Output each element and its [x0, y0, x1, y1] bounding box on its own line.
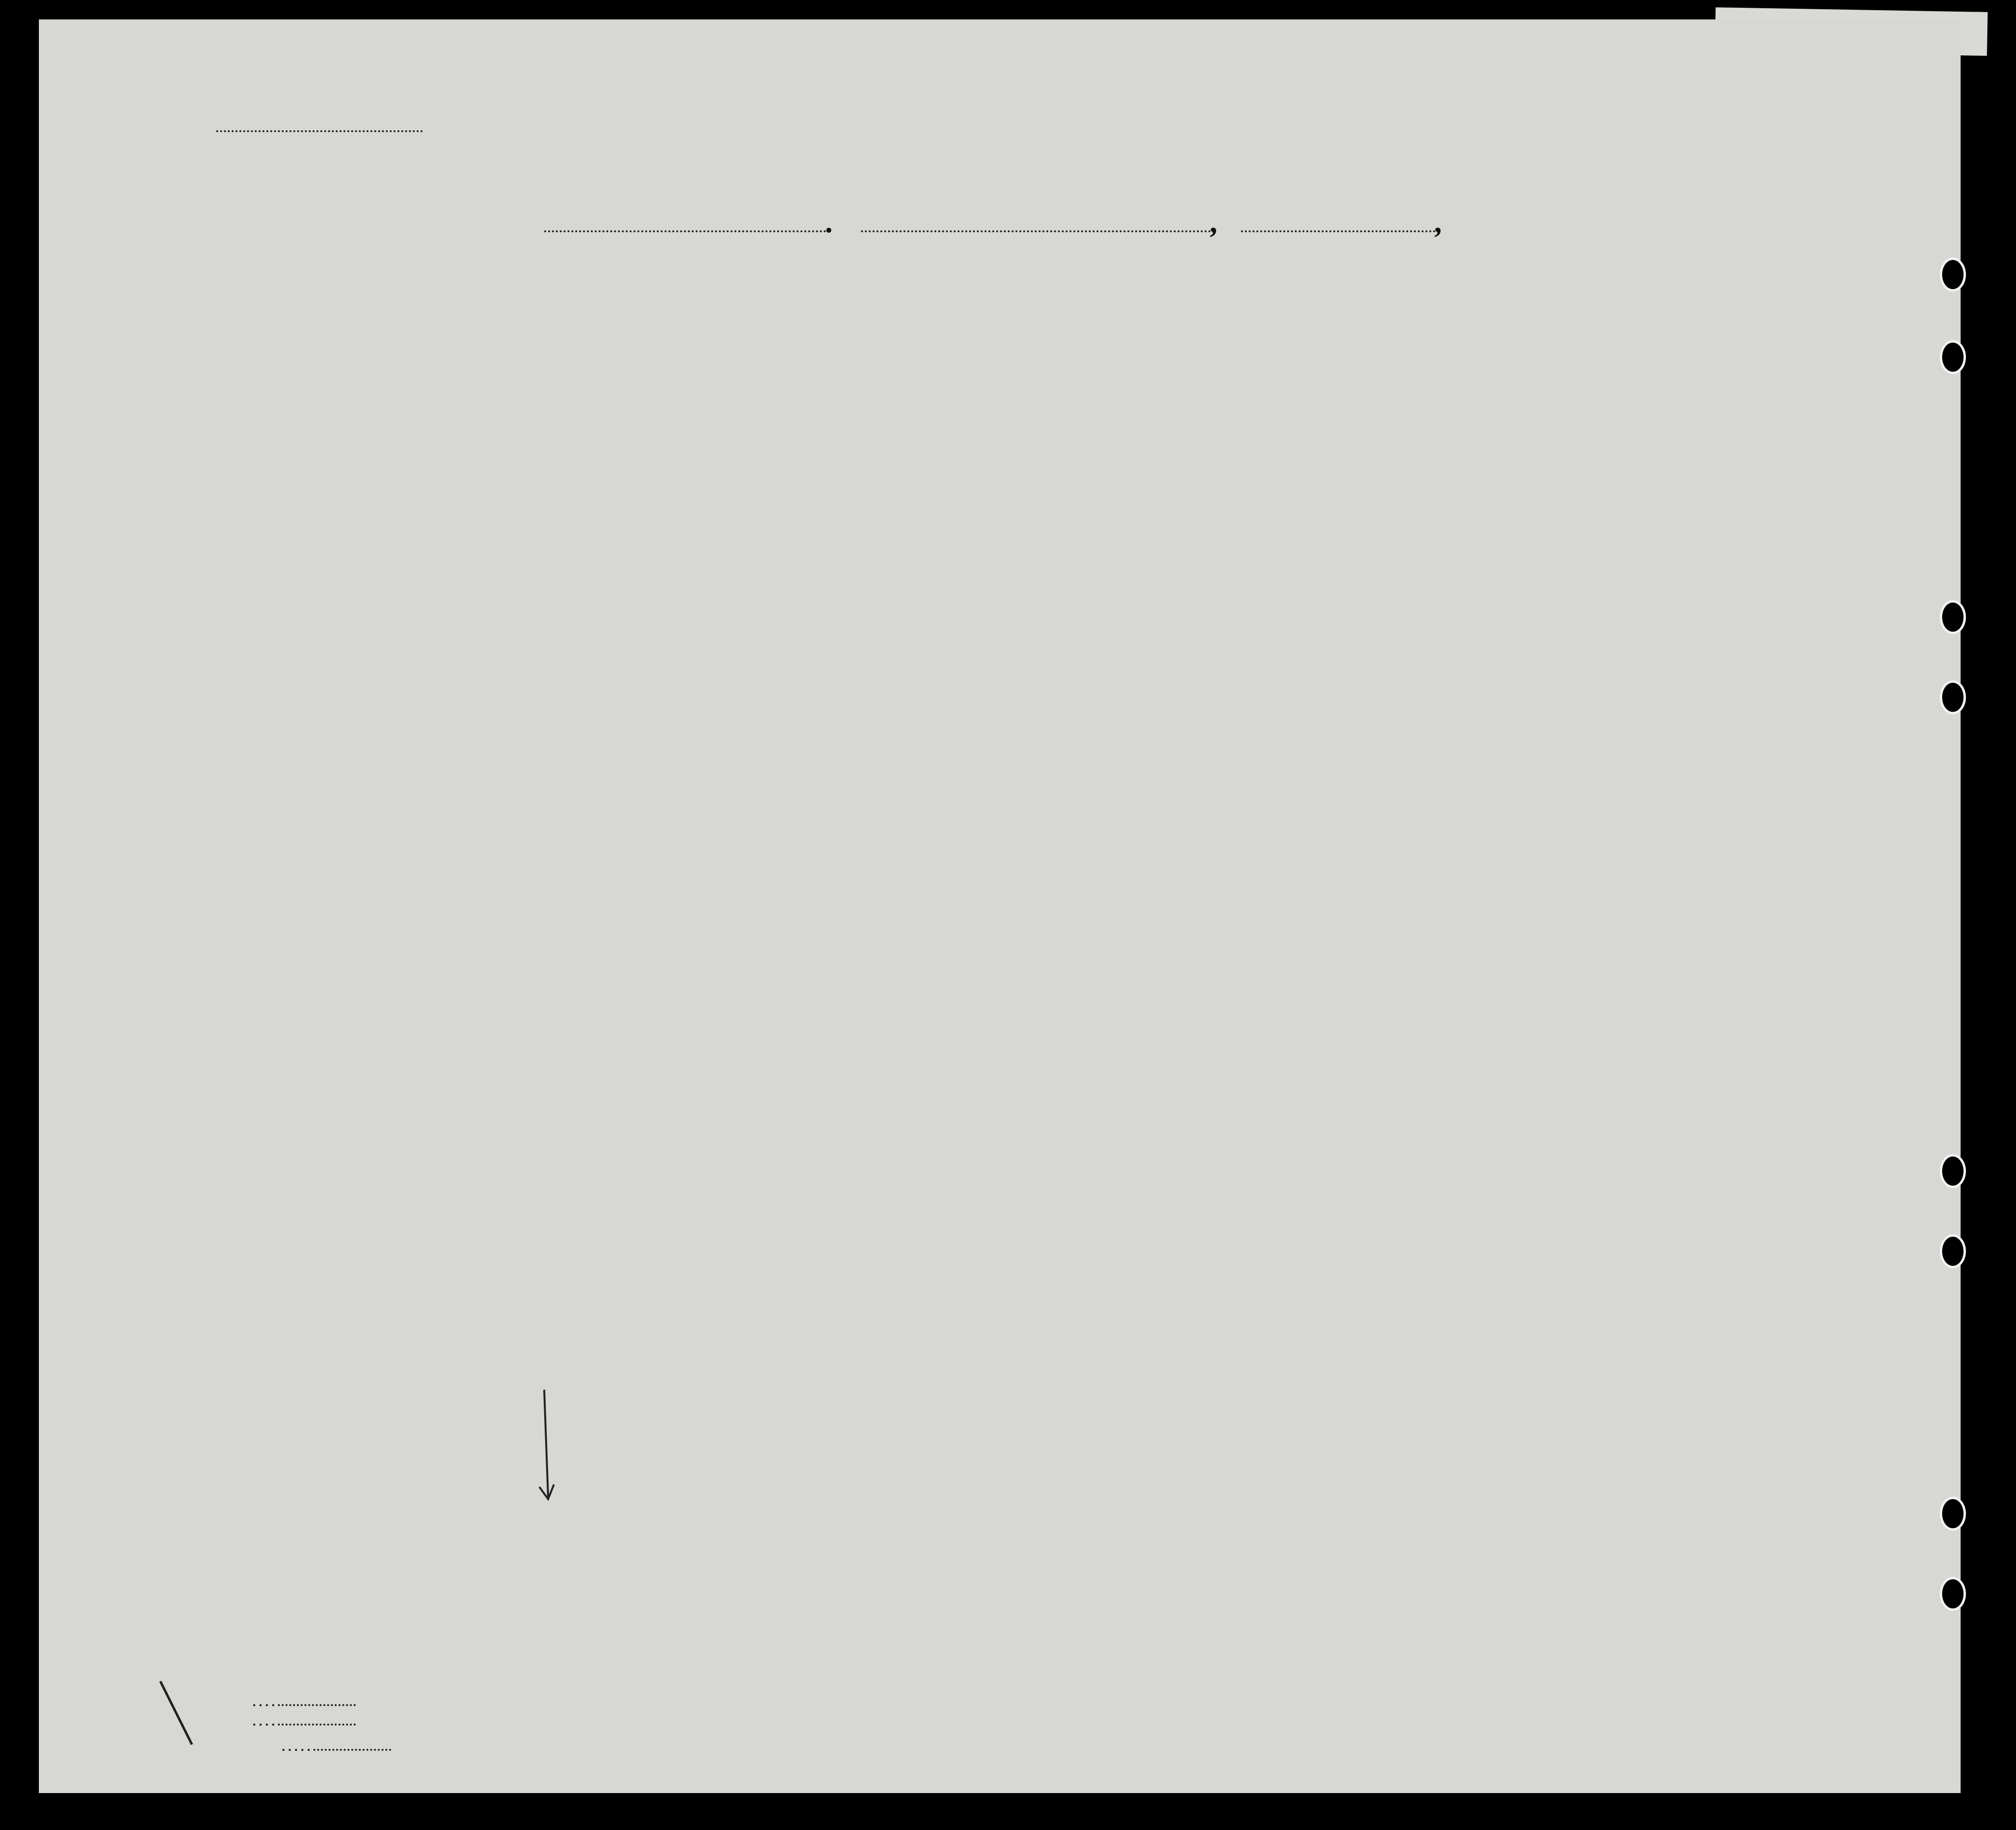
us-citizens-value	[278, 1724, 356, 1726]
us-citizens-row: . . . .	[253, 1714, 356, 1729]
punch-hole	[1940, 340, 1966, 374]
punch-hole	[1940, 680, 1966, 714]
punch-hole	[1940, 1234, 1966, 1268]
aliens-value	[313, 1749, 391, 1751]
punch-hole	[1940, 1154, 1966, 1188]
punch-hole	[1940, 1577, 1966, 1611]
punch-hole	[1940, 258, 1966, 292]
punch-hole	[1940, 600, 1966, 634]
aliens-row: . . . . .	[282, 1740, 391, 1754]
total-passengers-value	[278, 1704, 356, 1706]
punch-hole	[1940, 1497, 1966, 1531]
ship-line: . , ,	[544, 204, 1453, 240]
total-passengers-row: . . . .	[253, 1695, 356, 1709]
